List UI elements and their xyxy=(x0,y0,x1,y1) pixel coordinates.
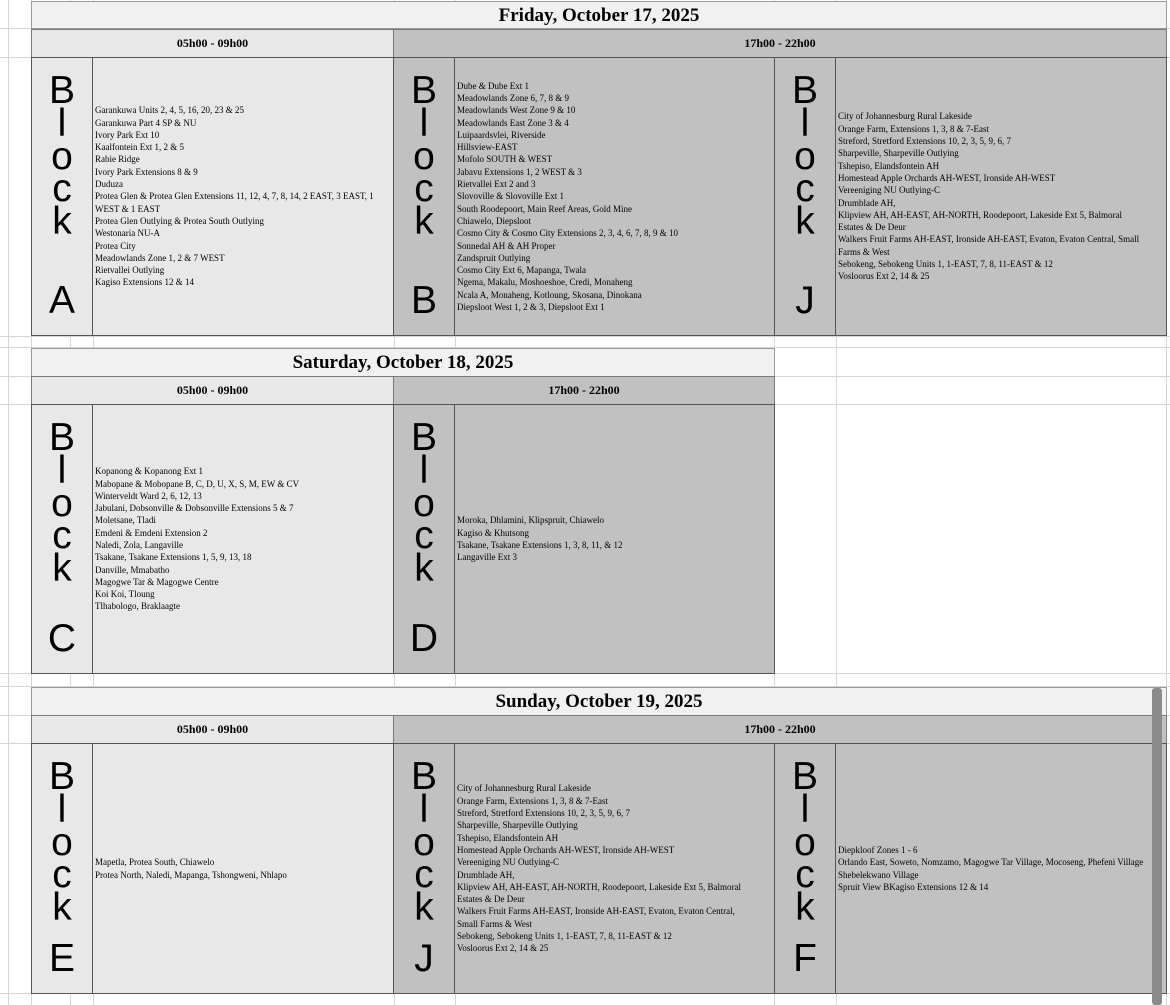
area-item: Protea Glen & Protea Glen Extensions 11, 12, 4, 7, 8, 14, 2 EAST, 3 EAST, 1 xyxy=(95,191,374,202)
area-item: Farms & West xyxy=(838,246,890,257)
area-item: Cosmo City & Cosmo City Extensions 2, 3, 4, 6, 7, 8, 9 & 10 xyxy=(457,228,679,239)
grid-line xyxy=(8,0,9,1005)
area-item: Small Farms & West xyxy=(457,918,532,929)
area-item: Sonnedal AH & AH Proper xyxy=(457,240,556,251)
area-item: Moroka, Dhlamini, Klipspruit, Chiawelo xyxy=(457,515,604,526)
block-word-letter: k xyxy=(795,886,815,929)
area-item: Dube & Dube Ext 1 xyxy=(457,80,529,91)
block-d-areas xyxy=(454,404,775,674)
time-slot-evening: 17h00 - 22h00 xyxy=(393,29,1167,58)
area-item: Protea North, Naledi, Mapanga, Tshongweni, Nhlapo xyxy=(95,869,287,880)
block-word xyxy=(410,69,437,243)
area-item: Estates & De Deur xyxy=(838,222,906,233)
time-slot-evening: 17h00 - 22h00 xyxy=(393,376,775,405)
area-item: Kaalfontein Ext 1, 2 & 5 xyxy=(95,142,184,153)
area-item: Emdeni & Emdeni Extension 2 xyxy=(95,527,208,538)
area-item: Magogwe Tar & Magogwe Centre xyxy=(95,576,219,587)
block-letter: A xyxy=(48,279,75,322)
area-item: Walkers Fruit Farms AH-EAST, Ironside AH-EAST, Evaton, Evaton Central, Small xyxy=(838,234,1140,245)
area-item: Homestead Apple Orchards AH-WEST, Ironside AH-WEST xyxy=(457,844,675,855)
block-word-letter: o xyxy=(413,134,435,178)
area-item: Naledi, Zola, Langaville xyxy=(95,540,183,550)
area-item: Rabie Ridge xyxy=(95,154,140,165)
area-item: Langaville Ext 3 xyxy=(457,552,517,563)
area-item: Meadowlands West Zone 9 & 10 xyxy=(457,105,576,116)
area-item: Orange Farm, Extensions 1, 3, 8 & 7-East xyxy=(838,123,989,134)
area-item: Protea Glen Outlying & Protea South Outlying xyxy=(95,215,264,226)
time-slot-morning: 05h00 - 09h00 xyxy=(31,715,394,744)
area-item: Walkers Fruit Farms AH-EAST, Ironside AH-EAST, Evaton, Evaton Central, xyxy=(457,906,735,917)
block-word-letter: o xyxy=(51,820,73,864)
area-item: Klipview AH, AH-EAST, AH-NORTH, Roodepoort, Lakeside Ext 5, Balmoral xyxy=(457,881,742,892)
area-item: Sharpeville, Sharpeville Outlying xyxy=(457,820,578,831)
block-word-letter: l xyxy=(57,787,67,831)
area-item: Tshepiso, Elandsfontein AH xyxy=(457,832,559,843)
block-label-f xyxy=(774,743,836,994)
area-item: Vereeniging NU Outlying-C xyxy=(457,857,559,868)
area-item: Klipview AH, AH-EAST, AH-NORTH, Roodepoort, Lakeside Ext 5, Balmoral xyxy=(838,209,1123,220)
area-item: Rietvallei Ext 2 and 3 xyxy=(457,179,536,190)
block-word-letter: B xyxy=(48,416,75,459)
time-slot-morning: 05h00 - 09h00 xyxy=(31,29,394,58)
area-item: Drumblade AH, xyxy=(457,869,515,880)
block-word-letter: c xyxy=(795,167,815,211)
block-word-letter: l xyxy=(419,101,429,145)
area-item: Protea City xyxy=(95,240,136,251)
area-item: Diepkloof Zones 1 - 6 xyxy=(838,844,918,855)
area-item: City of Johannesburg Rural Lakeside xyxy=(457,783,591,794)
area-item: Estates & De Deur xyxy=(457,894,525,905)
area-item: Meadowlands East Zone 3 & 4 xyxy=(457,117,569,128)
block-word-letter: o xyxy=(413,820,435,864)
block-label-a xyxy=(31,57,93,336)
area-item: Orlando East, Soweto, Nomzamo, Magogwe Tar Village, Mocoseng, Phefeni Village xyxy=(838,857,1144,868)
area-item: Vosloorus Ext 2, 14 & 25 xyxy=(457,943,549,954)
block-label-c xyxy=(31,404,93,674)
block-label-b xyxy=(393,57,455,336)
block-word-letter: l xyxy=(57,101,67,145)
area-item: Danville, Mmabatho xyxy=(95,564,170,575)
block-word xyxy=(791,69,818,243)
area-item: Mapetla, Protea South, Chiawelo xyxy=(95,857,215,868)
block-word-letter: k xyxy=(414,200,434,243)
block-letter: C xyxy=(47,617,77,660)
block-word-letter: l xyxy=(800,101,810,145)
block-label-j-sunday xyxy=(393,743,455,994)
block-letter: B xyxy=(410,279,437,322)
block-word xyxy=(48,755,75,929)
area-item: Slovoville & Slovoville Ext 1 xyxy=(457,191,565,202)
area-item: Vosloorus Ext 2, 14 & 25 xyxy=(838,271,930,282)
area-item: Kagiso Extensions 12 & 14 xyxy=(95,277,194,288)
area-item: Ngema, Makalu, Moshoeshoe, Credi, Monaheng xyxy=(457,277,633,288)
area-item: Westonaria NU-A xyxy=(95,228,161,239)
block-word-letter: o xyxy=(51,134,73,178)
block-letter: J xyxy=(795,279,815,322)
block-f-areas xyxy=(835,743,1167,994)
area-item: Moletsane, Tladi xyxy=(95,515,156,526)
area-item: Ivory Park Ext 10 xyxy=(95,129,160,140)
day-title-saturday: Saturday, October 18, 2025 xyxy=(31,348,775,377)
block-word-letter: B xyxy=(48,755,75,798)
time-slot-morning: 05h00 - 09h00 xyxy=(31,376,394,405)
grid-line xyxy=(0,336,1170,337)
block-word-letter: B xyxy=(410,69,437,112)
block-word-letter: k xyxy=(52,886,72,929)
area-item: Ivory Park Extensions 8 & 9 xyxy=(95,166,198,177)
block-word-letter: B xyxy=(791,69,818,112)
block-label-d xyxy=(393,404,455,674)
area-item: Winterveldt Ward 2, 6, 12, 13 xyxy=(95,490,202,501)
area-item: Sebokeng, Sebokeng Units 1, 1-EAST, 7, 8, 11-EAST & 12 xyxy=(457,930,672,941)
block-letter: F xyxy=(793,937,817,980)
block-word-letter: o xyxy=(413,481,435,525)
block-word-letter: k xyxy=(52,547,72,590)
block-a-areas xyxy=(92,57,394,336)
block-word-letter: k xyxy=(795,200,815,243)
block-word-letter: o xyxy=(794,134,816,178)
area-item: Streford, Stretford Extensions 10, 2, 3, 5, 9, 6, 7 xyxy=(457,808,630,819)
area-item: Tsakane, Tsakane Extensions 1, 5, 9, 13, 18 xyxy=(95,552,252,563)
block-word-letter: B xyxy=(791,755,818,798)
area-item: Jabavu Extensions 1, 2 WEST & 3 xyxy=(457,166,582,177)
area-item: Streford, Stretford Extensions 10, 2, 3, 5, 9, 6, 7 xyxy=(838,136,1011,147)
area-item: City of Johannesburg Rural Lakeside xyxy=(838,111,972,122)
area-item: Luipaardsvlei, Riverside xyxy=(457,129,546,140)
block-c-areas xyxy=(92,404,394,674)
area-item: Tsakane, Tsakane Extensions 1, 3, 8, 11, & 12 xyxy=(457,540,623,550)
area-item: Ncala A, Monaheng, Kotloung, Skosana, Dinokana xyxy=(457,289,642,300)
day-title-sunday: Sunday, October 19, 2025 xyxy=(31,687,1167,716)
block-word xyxy=(48,416,75,590)
area-item: Drumblade AH, xyxy=(838,197,896,208)
area-item: Mofolo SOUTH & WEST xyxy=(457,154,553,165)
area-item: Koi Koi, Tloung xyxy=(95,589,155,600)
area-item: South Roodepoort, Main Reef Areas, Gold Mine xyxy=(457,203,632,214)
block-word xyxy=(410,755,437,929)
area-item: Cosmo City Ext 6, Mapanga, Twala xyxy=(457,265,586,276)
area-item: Tshepiso, Elandsfontein AH xyxy=(838,160,940,171)
area-item: Kopanong & Kopanong Ext 1 xyxy=(95,466,203,477)
area-item: Rietvallei Outlying xyxy=(95,265,165,276)
area-item: Garankuwa Part 4 SP & NU xyxy=(95,117,197,128)
area-item: Sebokeng, Sebokeng Units 1, 1-EAST, 7, 8, 11-EAST & 12 xyxy=(838,258,1053,269)
block-word-letter: l xyxy=(57,448,67,492)
block-e-areas xyxy=(92,743,394,994)
block-word-letter: B xyxy=(410,755,437,798)
area-item: Diepsloot West 1, 2 & 3, Diepsloot Ext 1 xyxy=(457,302,605,313)
area-item: Tlhabologo, Braklaagte xyxy=(95,601,180,612)
vertical-scrollbar[interactable] xyxy=(1152,688,1162,1005)
area-item: WEST & 1 EAST xyxy=(95,203,161,214)
block-label-j xyxy=(774,57,836,336)
area-item: Duduza xyxy=(95,179,123,190)
block-letter: D xyxy=(409,617,439,660)
time-slot-evening: 17h00 - 22h00 xyxy=(393,715,1167,744)
block-word-letter: k xyxy=(414,547,434,590)
area-item: Chiawelo, Diepsloot xyxy=(457,215,531,226)
block-word-letter: c xyxy=(52,167,72,211)
area-item: Meadowlands Zone 1, 2 & 7 WEST xyxy=(95,252,225,263)
area-item: Meadowlands Zone 6, 7, 8 & 9 xyxy=(457,92,569,103)
area-item: Mabopane & Mobopane B, C, D, U, X, S, M, EW & CV xyxy=(95,478,300,489)
block-word-letter: c xyxy=(414,167,434,211)
block-word-letter: l xyxy=(419,787,429,831)
block-label-e xyxy=(31,743,93,994)
block-word-letter: c xyxy=(52,514,72,558)
block-word-letter: o xyxy=(51,481,73,525)
area-item: Homestead Apple Orchards AH-WEST, Ironside AH-WEST xyxy=(838,172,1056,183)
block-word-letter: c xyxy=(414,853,434,897)
block-word-letter: k xyxy=(52,200,72,243)
block-word xyxy=(48,69,75,243)
block-word xyxy=(791,755,818,929)
block-word xyxy=(410,416,437,590)
area-item: Sharpeville, Sharpeville Outlying xyxy=(838,148,959,159)
block-letter: E xyxy=(48,937,75,980)
area-item: Garankuwa Units 2, 4, 5, 16, 20, 23 & 25 xyxy=(95,105,244,116)
block-j-sunday-areas xyxy=(454,743,775,994)
area-item: Kagiso & Khutsong xyxy=(457,527,529,538)
block-word-letter: o xyxy=(794,820,816,864)
block-b-areas xyxy=(454,57,775,336)
block-word-letter: B xyxy=(410,416,437,459)
area-item: Spruit View BKagiso Extensions 12 & 14 xyxy=(838,881,989,892)
area-item: Orange Farm, Extensions 1, 3, 8 & 7-East xyxy=(457,795,608,806)
area-item: Shebelekwano Village xyxy=(838,869,919,880)
block-letter: J xyxy=(414,937,434,980)
area-item: Vereeniging NU Outlying-C xyxy=(838,185,940,196)
area-item: Hillsview-EAST xyxy=(457,142,518,153)
block-word-letter: l xyxy=(800,787,810,831)
block-word-letter: l xyxy=(419,448,429,492)
block-word-letter: c xyxy=(52,853,72,897)
day-title-friday: Friday, October 17, 2025 xyxy=(31,1,1167,29)
block-word-letter: B xyxy=(48,69,75,112)
block-word-letter: k xyxy=(414,886,434,929)
area-item: Zandspruit Outlying xyxy=(457,252,531,263)
block-word-letter: c xyxy=(795,853,815,897)
area-item: Jabulani, Dobsonville & Dobsonville Extensions 5 & 7 xyxy=(95,503,294,514)
block-j-areas xyxy=(835,57,1167,336)
block-word-letter: c xyxy=(414,514,434,558)
